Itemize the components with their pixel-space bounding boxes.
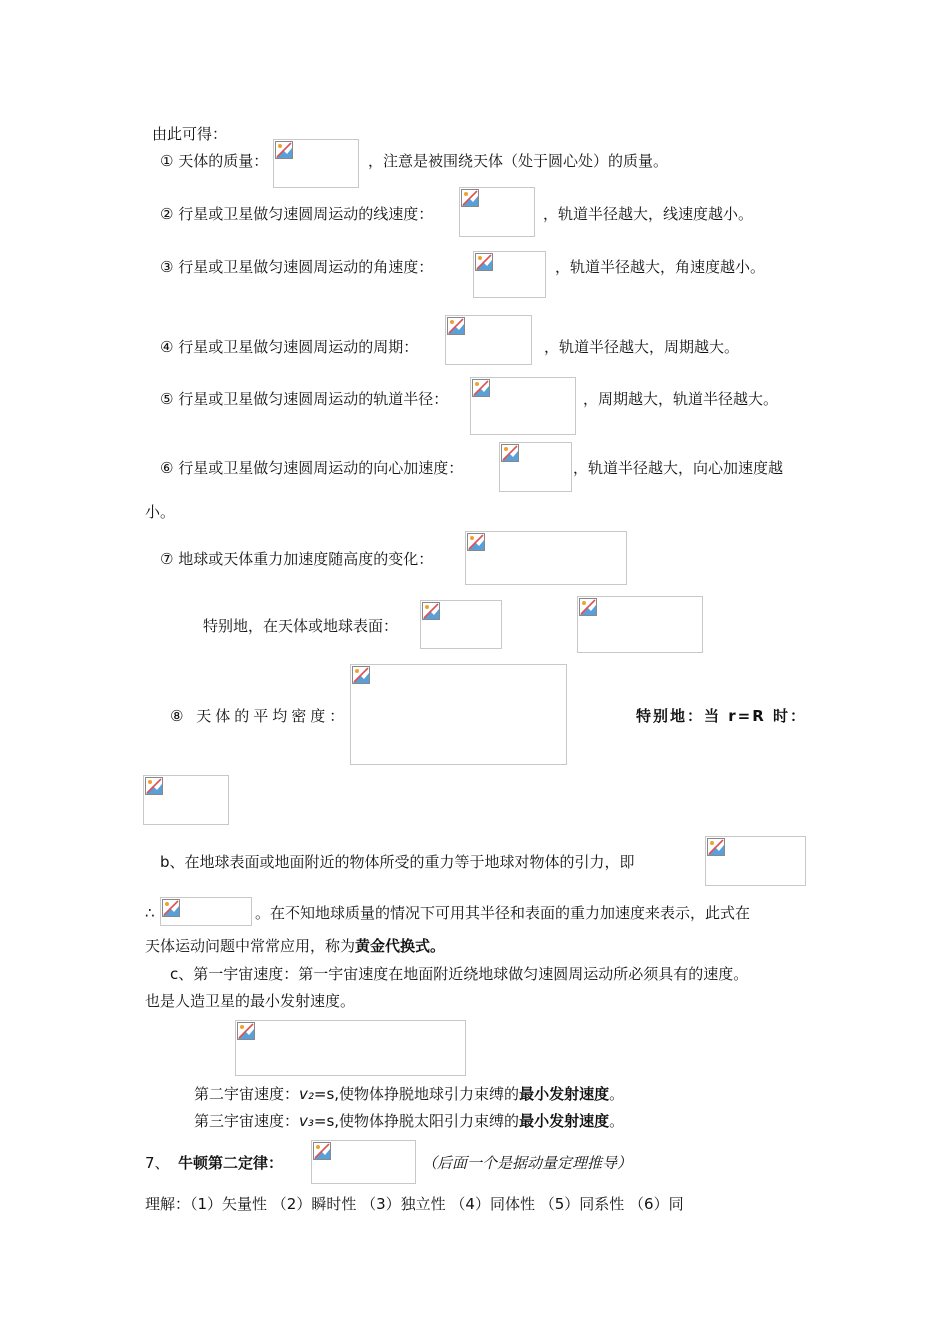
item5-note: ，周期越大，轨道半径越大。 (583, 390, 779, 408)
c-line1: c、第一宇宙速度：第一宇宙速度在地面附近绕地球做匀速圆周运动所必须具有的速度。 (170, 965, 749, 983)
sec7-note: （后面一个是据动量定理推导） (422, 1154, 633, 1172)
v2-prefix: 第二宇宙速度： (194, 1085, 300, 1103)
broken-image-icon (707, 838, 725, 856)
v3-symbol: v₃ (299, 1112, 314, 1130)
broken-image-icon (352, 666, 370, 684)
item6-label: ⑥ 行星或卫星做匀速圆周运动的向心加速度： (160, 459, 464, 477)
v3-bold: 最小发射速度 (519, 1112, 610, 1130)
broken-image-icon (237, 1022, 255, 1040)
item8-special: 特别地：当 r=R 时： (636, 707, 807, 725)
item2-note: ，轨道半径越大，线速度越小。 (543, 205, 754, 223)
broken-image-icon (472, 379, 490, 397)
formula-image (470, 377, 576, 435)
formula-image (273, 139, 359, 188)
item7-label: ⑦ 地球或天体重力加速度随高度的变化： (160, 550, 434, 568)
item4-note: ，轨道半径越大，周期越大。 (544, 338, 740, 356)
broken-image-icon (145, 777, 163, 795)
formula-image (143, 775, 229, 825)
b-line3-text: 天体运动问题中常常应用，称为 (145, 937, 356, 955)
intro-text: 由此可得： (152, 125, 228, 143)
c-line2: 也是人造卫星的最小发射速度。 (145, 992, 356, 1010)
item3-label: ③ 行星或卫星做匀速圆周运动的角速度： (160, 258, 434, 276)
b-line1: b、在地球表面或地面附近的物体所受的重力等于地球对物体的引力，即 (160, 853, 635, 871)
formula-image (420, 600, 502, 649)
understanding-line: 理解：（1）矢量性 （2）瞬时性 （3）独立性 （4）同体性 （5）同系性 （6）同 (145, 1195, 684, 1213)
formula-image (499, 442, 572, 492)
broken-image-icon (501, 444, 519, 462)
v2-bold: 最小发射速度 (519, 1085, 610, 1103)
item5-label: ⑤ 行星或卫星做匀速圆周运动的轨道半径： (160, 390, 449, 408)
b-line2: 。在不知地球质量的情况下可用其半径和表面的重力加速度来表示，此式在 (255, 904, 751, 922)
second-cosmic-velocity (194, 1084, 624, 1104)
v3-rest: =s,使物体挣脱太阳引力束缚的 (313, 1112, 520, 1130)
v2-end: 。 (609, 1085, 625, 1103)
item7-special: 特别地，在天体或地球表面： (203, 617, 399, 635)
formula-image (311, 1140, 416, 1184)
broken-image-icon (275, 141, 293, 159)
broken-image-icon (313, 1142, 331, 1160)
third-cosmic-velocity (194, 1111, 624, 1131)
b-line3 (145, 936, 445, 956)
formula-image (445, 315, 532, 365)
broken-image-icon (162, 899, 180, 917)
broken-image-icon (475, 253, 493, 271)
formula-image (350, 664, 567, 765)
broken-image-icon (461, 189, 479, 207)
item4-label: ④ 行星或卫星做匀速圆周运动的周期： (160, 338, 419, 356)
formula-image (465, 531, 627, 585)
sec7-title: 牛顿第二定律： (178, 1154, 284, 1172)
broken-image-icon (447, 317, 465, 335)
formula-image (705, 836, 806, 886)
broken-image-icon (422, 602, 440, 620)
formula-image (473, 251, 546, 298)
broken-image-icon (467, 533, 485, 551)
item1-note: ，注意是被围绕天体（处于圆心处）的质量。 (368, 152, 669, 170)
broken-image-icon (579, 598, 597, 616)
v3-end: 。 (609, 1112, 625, 1130)
item8-label: ⑧ 天体的平均密度： (170, 707, 349, 725)
formula-image (160, 897, 252, 926)
item3-note: ，轨道半径越大，角速度越小。 (555, 258, 766, 276)
v2-symbol: v₂ (299, 1085, 314, 1103)
golden-substitution: 黄金代换式。 (355, 937, 446, 955)
v3-prefix: 第三宇宙速度： (194, 1112, 300, 1130)
formula-image (459, 187, 535, 237)
item6-note: ，轨道半径越大，向心加速度越 (573, 459, 784, 477)
formula-image (235, 1020, 466, 1076)
therefore-symbol: ∴ (145, 904, 155, 922)
sec7-num: 7、 (145, 1154, 170, 1172)
v2-rest: =s,使物体挣脱地球引力束缚的 (313, 1085, 520, 1103)
item1-label: ① 天体的质量： (160, 152, 269, 170)
formula-image (577, 596, 703, 653)
item2-label: ② 行星或卫星做匀速圆周运动的线速度： (160, 205, 434, 223)
item6-note-cont: 小。 (145, 503, 176, 521)
